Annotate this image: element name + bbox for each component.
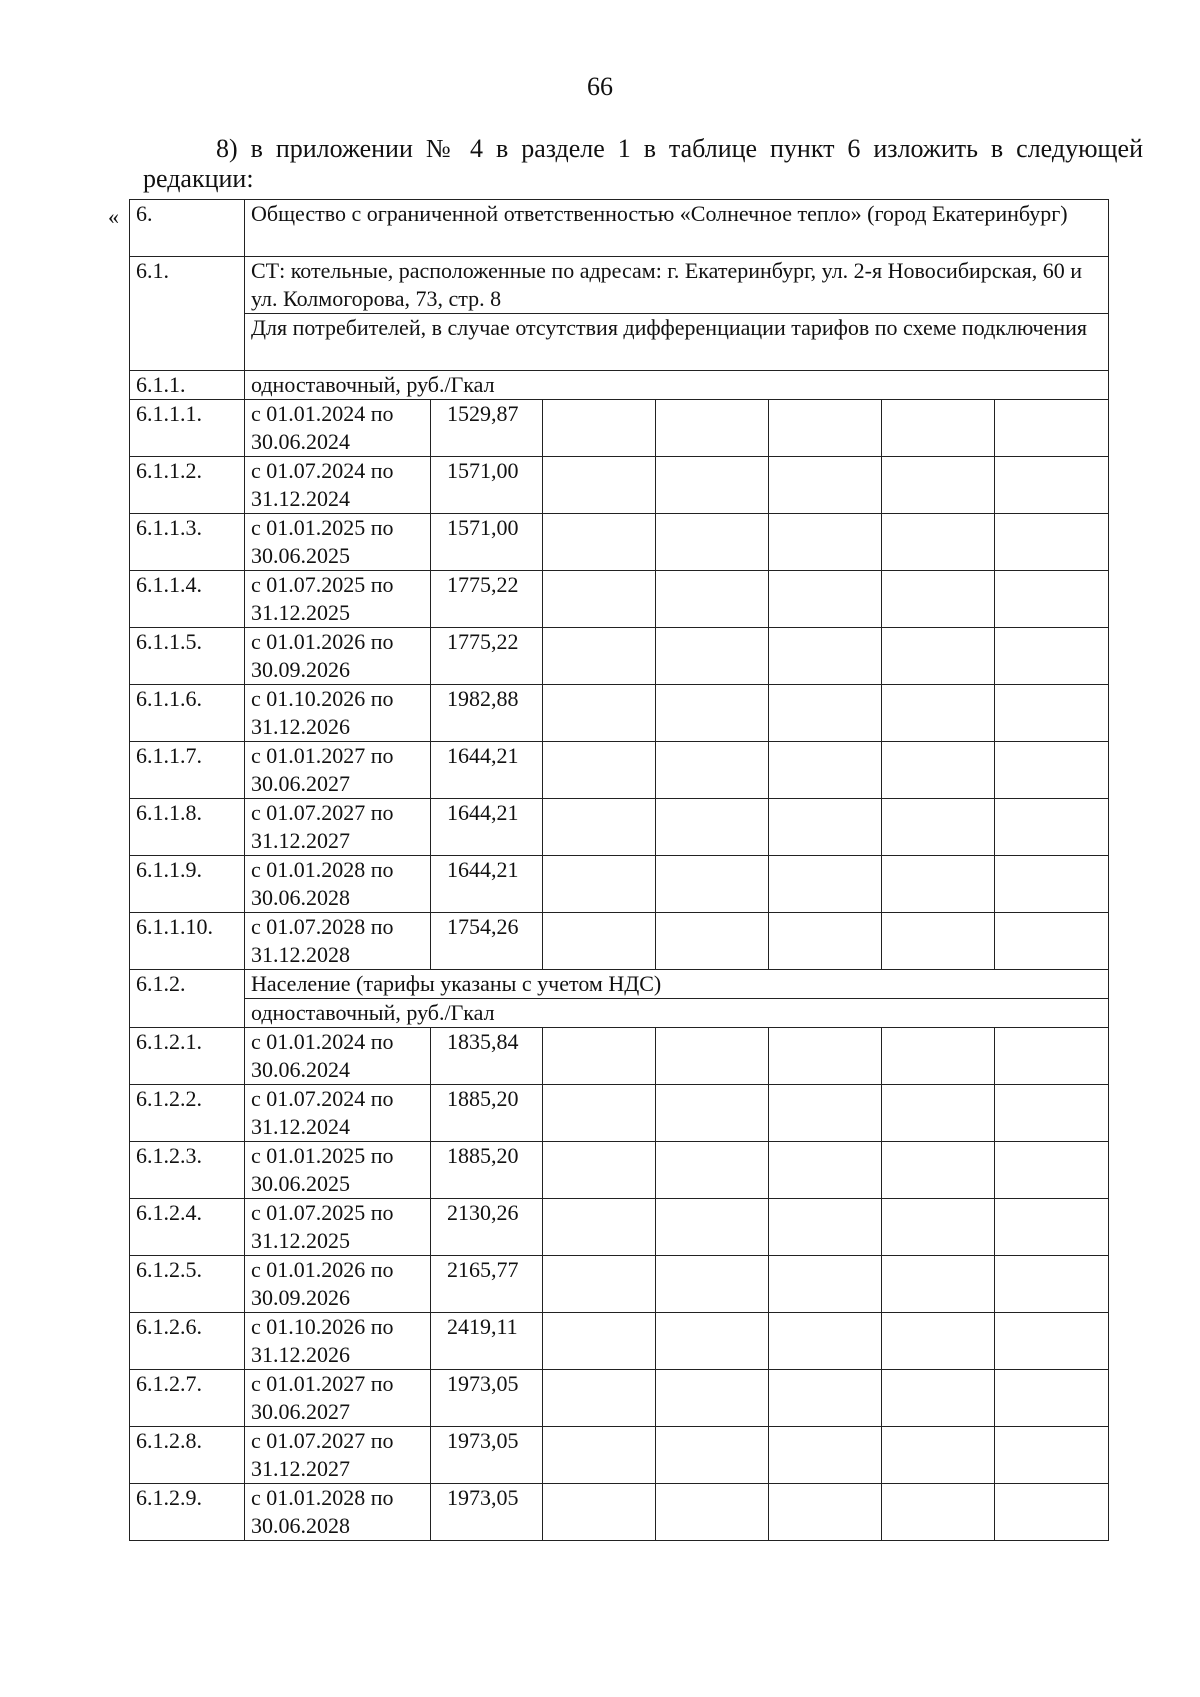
table-row bbox=[130, 1142, 1109, 1199]
empty-cell bbox=[656, 1370, 769, 1427]
row-period: с 01.01.2025 по 30.06.2025 bbox=[245, 514, 431, 571]
empty-cell bbox=[882, 685, 995, 742]
row-number: 6.1.1.10. bbox=[130, 913, 245, 970]
empty-cell bbox=[543, 1199, 656, 1256]
empty-cell bbox=[656, 514, 769, 571]
empty-cell bbox=[995, 913, 1109, 970]
empty-cell bbox=[769, 1085, 882, 1142]
empty-cell bbox=[995, 628, 1109, 685]
empty-cell bbox=[882, 1085, 995, 1142]
row-number: 6.1.2.2. bbox=[130, 1085, 245, 1142]
empty-cell bbox=[543, 913, 656, 970]
row-period: с 01.01.2027 по 30.06.2027 bbox=[245, 742, 431, 799]
empty-cell bbox=[882, 856, 995, 913]
empty-cell bbox=[882, 742, 995, 799]
empty-cell bbox=[656, 1199, 769, 1256]
group2-label: Население (тарифы указаны с учетом НДС) bbox=[245, 970, 1109, 999]
empty-cell bbox=[882, 1313, 995, 1370]
row-value: 1775,22 bbox=[431, 628, 543, 685]
table-row bbox=[130, 1256, 1109, 1313]
empty-cell bbox=[543, 1142, 656, 1199]
row-period: с 01.10.2026 по 31.12.2026 bbox=[245, 685, 431, 742]
empty-cell bbox=[995, 457, 1109, 514]
empty-cell bbox=[656, 913, 769, 970]
row-period: с 01.07.2027 по 31.12.2027 bbox=[245, 799, 431, 856]
empty-cell bbox=[769, 856, 882, 913]
empty-cell bbox=[769, 1484, 882, 1541]
row-period: с 01.01.2024 по 30.06.2024 bbox=[245, 1028, 431, 1085]
empty-cell bbox=[656, 457, 769, 514]
row-value: 2419,11 bbox=[431, 1313, 543, 1370]
empty-cell bbox=[769, 571, 882, 628]
empty-cell bbox=[656, 856, 769, 913]
row-number: 6.1.1.4. bbox=[130, 571, 245, 628]
group1-number: 6.1.1. bbox=[130, 371, 245, 400]
empty-cell bbox=[769, 1199, 882, 1256]
empty-cell bbox=[543, 457, 656, 514]
group2-subheader-row bbox=[130, 999, 1109, 1028]
row-value: 2165,77 bbox=[431, 1256, 543, 1313]
empty-cell bbox=[656, 685, 769, 742]
empty-cell bbox=[543, 799, 656, 856]
row-value: 1644,21 bbox=[431, 856, 543, 913]
group1-label: одноставочный, руб./Гкал bbox=[245, 371, 1109, 400]
empty-cell bbox=[543, 1028, 656, 1085]
row-number: 6.1.1.1. bbox=[130, 400, 245, 457]
table-row bbox=[130, 1484, 1109, 1541]
consumers-label: Для потребителей, в случае отсутствия дифференциации тарифов по схеме подключения bbox=[245, 314, 1109, 371]
empty-cell bbox=[543, 1085, 656, 1142]
empty-cell bbox=[882, 514, 995, 571]
row-period: с 01.07.2024 по 31.12.2024 bbox=[245, 1085, 431, 1142]
empty-cell bbox=[769, 1370, 882, 1427]
empty-cell bbox=[769, 799, 882, 856]
table-row bbox=[130, 913, 1109, 970]
table-row bbox=[130, 856, 1109, 913]
group2-sublabel: одноставочный, руб./Гкал bbox=[245, 999, 1109, 1028]
row-value: 1529,87 bbox=[431, 400, 543, 457]
row-value: 1973,05 bbox=[431, 1484, 543, 1541]
row-period: с 01.07.2025 по 31.12.2025 bbox=[245, 1199, 431, 1256]
empty-cell bbox=[656, 1313, 769, 1370]
row-number: 6.1.1.6. bbox=[130, 685, 245, 742]
empty-cell bbox=[882, 400, 995, 457]
table-row bbox=[130, 742, 1109, 799]
empty-cell bbox=[543, 400, 656, 457]
empty-cell bbox=[882, 628, 995, 685]
table-row bbox=[130, 628, 1109, 685]
empty-cell bbox=[543, 1370, 656, 1427]
row-period: с 01.01.2026 по 30.09.2026 bbox=[245, 1256, 431, 1313]
empty-cell bbox=[769, 457, 882, 514]
empty-cell bbox=[995, 514, 1109, 571]
empty-cell bbox=[656, 1427, 769, 1484]
table-row bbox=[130, 1427, 1109, 1484]
table-row bbox=[130, 1313, 1109, 1370]
empty-cell bbox=[656, 1256, 769, 1313]
empty-cell bbox=[995, 1199, 1109, 1256]
empty-cell bbox=[656, 742, 769, 799]
row-period: с 01.01.2025 по 30.06.2025 bbox=[245, 1142, 431, 1199]
table-row bbox=[130, 571, 1109, 628]
empty-cell bbox=[543, 628, 656, 685]
empty-cell bbox=[882, 571, 995, 628]
empty-cell bbox=[543, 742, 656, 799]
empty-cell bbox=[882, 1142, 995, 1199]
opening-quote: « bbox=[108, 204, 119, 229]
row-value: 1973,05 bbox=[431, 1427, 543, 1484]
empty-cell bbox=[769, 1256, 882, 1313]
row-period: с 01.07.2025 по 31.12.2025 bbox=[245, 571, 431, 628]
row-number: 6.1.2.3. bbox=[130, 1142, 245, 1199]
row-number: 6.1.2.7. bbox=[130, 1370, 245, 1427]
empty-cell bbox=[995, 1256, 1109, 1313]
row-period: с 01.07.2028 по 31.12.2028 bbox=[245, 913, 431, 970]
row-number: 6.1.2.9. bbox=[130, 1484, 245, 1541]
st-row bbox=[130, 257, 1109, 314]
empty-cell bbox=[882, 1256, 995, 1313]
empty-cell bbox=[995, 742, 1109, 799]
row-number: 6.1.2.1. bbox=[130, 1028, 245, 1085]
empty-cell bbox=[769, 742, 882, 799]
table-row bbox=[130, 1085, 1109, 1142]
row-period: с 01.07.2024 по 31.12.2024 bbox=[245, 457, 431, 514]
empty-cell bbox=[543, 571, 656, 628]
empty-cell bbox=[882, 1028, 995, 1085]
page-number: 66 bbox=[587, 72, 613, 101]
empty-cell bbox=[882, 913, 995, 970]
empty-cell bbox=[656, 571, 769, 628]
tariff-table bbox=[129, 199, 1109, 1541]
row-period: с 01.01.2028 по 30.06.2028 bbox=[245, 856, 431, 913]
empty-cell bbox=[769, 1142, 882, 1199]
empty-cell bbox=[995, 1370, 1109, 1427]
row-value: 1754,26 bbox=[431, 913, 543, 970]
row-number: 6.1.1.3. bbox=[130, 514, 245, 571]
table-row bbox=[130, 799, 1109, 856]
row-number: 6.1.1.5. bbox=[130, 628, 245, 685]
empty-cell bbox=[995, 1142, 1109, 1199]
consumers-row bbox=[130, 314, 1109, 371]
empty-cell bbox=[656, 628, 769, 685]
empty-cell bbox=[543, 1484, 656, 1541]
group2-number: 6.1.2. bbox=[130, 970, 245, 1028]
row-number: 6.1.1.8. bbox=[130, 799, 245, 856]
table-row bbox=[130, 1370, 1109, 1427]
org-number: 6. bbox=[130, 200, 245, 257]
table-row bbox=[130, 457, 1109, 514]
empty-cell bbox=[543, 1256, 656, 1313]
empty-cell bbox=[769, 628, 882, 685]
row-value: 2130,26 bbox=[431, 1199, 543, 1256]
row-value: 1644,21 bbox=[431, 799, 543, 856]
empty-cell bbox=[656, 1085, 769, 1142]
row-value: 1982,88 bbox=[431, 685, 543, 742]
empty-cell bbox=[882, 1484, 995, 1541]
empty-cell bbox=[995, 799, 1109, 856]
empty-cell bbox=[769, 685, 882, 742]
empty-cell bbox=[995, 1427, 1109, 1484]
empty-cell bbox=[656, 1028, 769, 1085]
empty-cell bbox=[656, 1142, 769, 1199]
empty-cell bbox=[769, 1427, 882, 1484]
empty-cell bbox=[543, 1313, 656, 1370]
row-value: 1835,84 bbox=[431, 1028, 543, 1085]
empty-cell bbox=[769, 514, 882, 571]
row-value: 1885,20 bbox=[431, 1085, 543, 1142]
empty-cell bbox=[882, 799, 995, 856]
row-number: 6.1.2.5. bbox=[130, 1256, 245, 1313]
row-value: 1775,22 bbox=[431, 571, 543, 628]
row-value: 1644,21 bbox=[431, 742, 543, 799]
empty-cell bbox=[769, 1313, 882, 1370]
row-period: с 01.01.2026 по 30.09.2026 bbox=[245, 628, 431, 685]
st-description: СТ: котельные, расположенные по адресам: г. Екатеринбург, ул. 2-я Новосибирская, 60 и ул. Колмогорова, 73, стр. 8 bbox=[245, 257, 1109, 314]
row-value: 1885,20 bbox=[431, 1142, 543, 1199]
empty-cell bbox=[769, 400, 882, 457]
empty-cell bbox=[543, 1427, 656, 1484]
empty-cell bbox=[656, 400, 769, 457]
empty-cell bbox=[769, 1028, 882, 1085]
st-number: 6.1. bbox=[130, 257, 245, 371]
row-number: 6.1.1.7. bbox=[130, 742, 245, 799]
empty-cell bbox=[995, 1028, 1109, 1085]
org-name: Общество с ограниченной ответственностью «Солнечное тепло» (город Екатеринбург) bbox=[245, 200, 1109, 257]
empty-cell bbox=[995, 1484, 1109, 1541]
empty-cell bbox=[995, 400, 1109, 457]
table-row bbox=[130, 1028, 1109, 1085]
row-number: 6.1.1.9. bbox=[130, 856, 245, 913]
row-period: с 01.07.2027 по 31.12.2027 bbox=[245, 1427, 431, 1484]
row-period: с 01.01.2024 по 30.06.2024 bbox=[245, 400, 431, 457]
row-number: 6.1.2.8. bbox=[130, 1427, 245, 1484]
row-value: 1571,00 bbox=[431, 457, 543, 514]
row-period: с 01.01.2028 по 30.06.2028 bbox=[245, 1484, 431, 1541]
group1-header-row bbox=[130, 371, 1109, 400]
table-row bbox=[130, 400, 1109, 457]
empty-cell bbox=[656, 799, 769, 856]
empty-cell bbox=[995, 685, 1109, 742]
org-row bbox=[130, 200, 1109, 257]
empty-cell bbox=[882, 1199, 995, 1256]
empty-cell bbox=[882, 457, 995, 514]
empty-cell bbox=[543, 514, 656, 571]
row-value: 1571,00 bbox=[431, 514, 543, 571]
row-period: с 01.10.2026 по 31.12.2026 bbox=[245, 1313, 431, 1370]
row-number: 6.1.2.6. bbox=[130, 1313, 245, 1370]
empty-cell bbox=[656, 1484, 769, 1541]
empty-cell bbox=[882, 1427, 995, 1484]
row-number: 6.1.2.4. bbox=[130, 1199, 245, 1256]
empty-cell bbox=[995, 1085, 1109, 1142]
empty-cell bbox=[995, 571, 1109, 628]
intro-paragraph: 8) в приложении № 4 в разделе 1 в таблице пункт 6 изложить в следующей редакции: bbox=[143, 134, 1143, 193]
row-period: с 01.01.2027 по 30.06.2027 bbox=[245, 1370, 431, 1427]
empty-cell bbox=[995, 856, 1109, 913]
empty-cell bbox=[769, 913, 882, 970]
table-row bbox=[130, 1199, 1109, 1256]
row-number: 6.1.1.2. bbox=[130, 457, 245, 514]
group2-header-row bbox=[130, 970, 1109, 999]
empty-cell bbox=[882, 1370, 995, 1427]
row-value: 1973,05 bbox=[431, 1370, 543, 1427]
table-row bbox=[130, 685, 1109, 742]
table-row bbox=[130, 514, 1109, 571]
empty-cell bbox=[995, 1313, 1109, 1370]
empty-cell bbox=[543, 856, 656, 913]
empty-cell bbox=[543, 685, 656, 742]
